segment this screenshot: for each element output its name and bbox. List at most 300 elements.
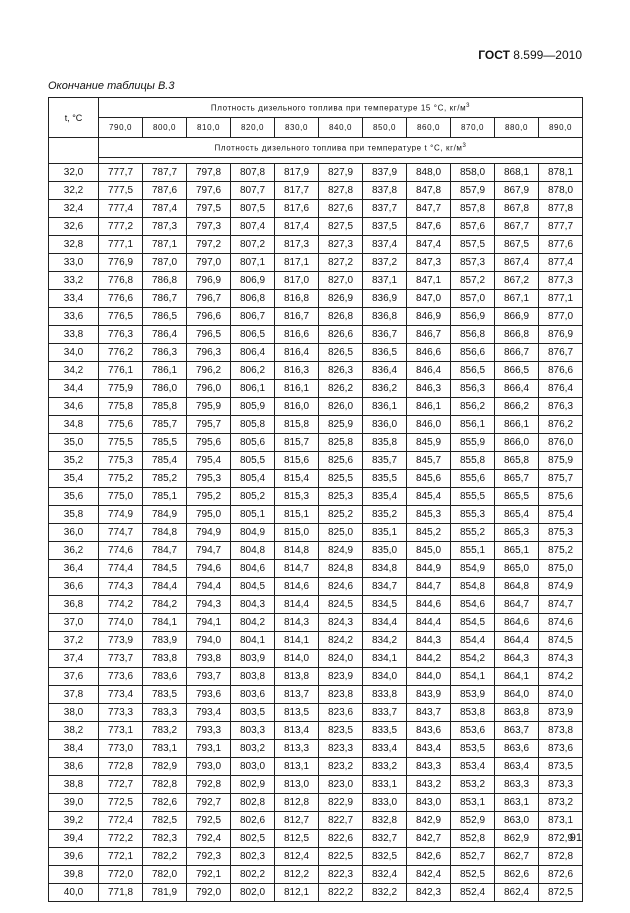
density-cell: 824,5 [319,596,363,614]
density-cell: 803,0 [231,758,275,776]
density-cell: 853,2 [451,776,495,794]
density-cell: 782,9 [143,758,187,776]
density-cell: 775,5 [99,434,143,452]
density-cell: 785,8 [143,398,187,416]
density-cell: 816,1 [275,380,319,398]
density-cell: 803,6 [231,686,275,704]
t-column-header: t, °C [49,98,99,138]
density-cell: 863,4 [495,758,539,776]
density-cell: 857,8 [451,200,495,218]
density-cell: 806,7 [231,308,275,326]
density-cell: 804,5 [231,578,275,596]
top-header: Плотность дизельного топлива при температуре 15 °С, $кг/м^3$ [99,98,583,118]
density-cell: 792,7 [187,794,231,812]
density-cell: 874,3 [539,650,583,668]
density-cell: 834,4 [363,614,407,632]
table-row [49,740,583,758]
density-cell: 776,9 [99,254,143,272]
density-cell: 847,8 [407,182,451,200]
table-row [49,650,583,668]
density-cell: 833,0 [363,794,407,812]
density-cell: 853,5 [451,740,495,758]
density-cell: 874,7 [539,596,583,614]
density-cell: 835,2 [363,506,407,524]
density-cell: 826,3 [319,362,363,380]
density-cell: 805,8 [231,416,275,434]
density-cell: 813,4 [275,722,319,740]
density-cell: 837,2 [363,254,407,272]
table-row [49,704,583,722]
density-cell: 847,4 [407,236,451,254]
table-row [49,488,583,506]
density-cell: 844,9 [407,560,451,578]
density-cell: 805,1 [231,506,275,524]
density-cell: 832,7 [363,830,407,848]
density-cell: 784,7 [143,542,187,560]
density-cell: 863,6 [495,740,539,758]
density-cell: 837,1 [363,272,407,290]
density-cell: 866,2 [495,398,539,416]
density-cell: 792,4 [187,830,231,848]
density-cell: 826,5 [319,344,363,362]
empty-corner-cell [49,138,99,158]
table-row [49,776,583,794]
density-cell: 806,2 [231,362,275,380]
density-cell: 824,0 [319,650,363,668]
density-cell: 796,9 [187,272,231,290]
density-cell: 857,5 [451,236,495,254]
density-cell: 793,0 [187,758,231,776]
density-cell: 814,0 [275,650,319,668]
density-cell: 777,7 [99,164,143,182]
density-cell: 827,6 [319,200,363,218]
standard-number: 8.599—2010 [513,48,582,62]
temperature-cell: 32,6 [49,218,99,236]
density-cell: 814,7 [275,560,319,578]
density-cell: 856,5 [451,362,495,380]
table-row [49,344,583,362]
table-row [49,794,583,812]
density-column-header: 830,0 [275,118,319,138]
density-cell: 827,8 [319,182,363,200]
density-cell: 876,6 [539,362,583,380]
density-cell: 786,7 [143,290,187,308]
density-cell: 817,1 [275,254,319,272]
document-header [478,48,582,62]
density-cell: 804,9 [231,524,275,542]
density-cell: 806,8 [231,290,275,308]
density-cell: 833,1 [363,776,407,794]
table-row [49,254,583,272]
density-cell: 807,2 [231,236,275,254]
density-cell: 875,2 [539,542,583,560]
density-cell: 853,9 [451,686,495,704]
temperature-cell: 39,2 [49,812,99,830]
density-cell: 773,9 [99,632,143,650]
density-cell: 867,4 [495,254,539,272]
table-row [49,686,583,704]
density-cell: 832,8 [363,812,407,830]
table-row [49,866,583,884]
density-cell: 782,0 [143,866,187,884]
density-cell: 846,9 [407,308,451,326]
density-cell: 802,3 [231,848,275,866]
density-cell: 877,0 [539,308,583,326]
density-cell: 775,6 [99,416,143,434]
density-cell: 867,5 [495,236,539,254]
density-cell: 854,2 [451,650,495,668]
density-cell: 783,5 [143,686,187,704]
density-cell: 875,3 [539,524,583,542]
density-cell: 797,2 [187,236,231,254]
density-cell: 773,7 [99,650,143,668]
density-cell: 836,7 [363,326,407,344]
table-row [49,884,583,902]
density-cell: 873,5 [539,758,583,776]
density-cell: 865,3 [495,524,539,542]
density-cell: 802,9 [231,776,275,794]
density-cell: 864,7 [495,596,539,614]
density-cell: 876,0 [539,434,583,452]
density-cell: 874,6 [539,614,583,632]
table-row [49,812,583,830]
density-cell: 834,5 [363,596,407,614]
density-cell: 843,9 [407,686,451,704]
density-cell: 816,3 [275,362,319,380]
density-cell: 824,3 [319,614,363,632]
density-cell: 837,7 [363,200,407,218]
table-row [49,722,583,740]
density-cell: 837,8 [363,182,407,200]
table-row [49,182,583,200]
density-cell: 834,0 [363,668,407,686]
density-cell: 842,3 [407,884,451,902]
density-cell: 873,8 [539,722,583,740]
table-body [49,164,583,902]
density-cell: 813,8 [275,668,319,686]
density-cell: 795,0 [187,506,231,524]
density-cell: 835,8 [363,434,407,452]
density-cell: 867,2 [495,272,539,290]
table-row [49,236,583,254]
density-cell: 845,6 [407,470,451,488]
density-cell: 772,0 [99,866,143,884]
density-cell: 855,8 [451,452,495,470]
density-cell: 777,5 [99,182,143,200]
density-cell: 812,7 [275,812,319,830]
density-cell: 776,8 [99,272,143,290]
density-cell: 847,6 [407,218,451,236]
density-cell: 825,6 [319,452,363,470]
density-cell: 802,8 [231,794,275,812]
density-cell: 813,1 [275,758,319,776]
table-row [49,560,583,578]
density-cell: 794,7 [187,542,231,560]
density-cell: 777,2 [99,218,143,236]
density-cell: 793,4 [187,704,231,722]
density-cell: 776,1 [99,362,143,380]
table-row [49,308,583,326]
density-cell: 785,7 [143,416,187,434]
density-cell: 833,7 [363,704,407,722]
density-cell: 832,4 [363,866,407,884]
density-cell: 812,1 [275,884,319,902]
density-cell: 812,2 [275,866,319,884]
density-cell: 876,3 [539,398,583,416]
temperature-cell: 32,2 [49,182,99,200]
density-cell: 786,3 [143,344,187,362]
density-cell: 856,2 [451,398,495,416]
density-cell: 827,9 [319,164,363,182]
temperature-cell: 34,8 [49,416,99,434]
table-row [49,668,583,686]
density-cell: 787,6 [143,182,187,200]
density-cell: 846,1 [407,398,451,416]
temperature-cell: 34,4 [49,380,99,398]
temperature-cell: 36,4 [49,560,99,578]
density-cell: 867,8 [495,200,539,218]
density-cell: 837,5 [363,218,407,236]
density-cell: 774,9 [99,506,143,524]
density-cell: 843,0 [407,794,451,812]
density-cell: 812,4 [275,848,319,866]
density-cell: 793,3 [187,722,231,740]
density-cell: 844,3 [407,632,451,650]
density-cell: 774,4 [99,560,143,578]
density-cell: 836,2 [363,380,407,398]
density-cell: 785,1 [143,488,187,506]
density-cell: 806,9 [231,272,275,290]
density-cell: 845,0 [407,542,451,560]
temperature-cell: 33,0 [49,254,99,272]
density-cell: 837,4 [363,236,407,254]
temperature-cell: 35,2 [49,452,99,470]
density-cell: 812,8 [275,794,319,812]
density-cell: 797,6 [187,182,231,200]
density-cell: 817,4 [275,218,319,236]
density-cell: 807,1 [231,254,275,272]
table-row [49,758,583,776]
density-cell: 875,7 [539,470,583,488]
density-cell: 866,0 [495,434,539,452]
density-cell: 835,5 [363,470,407,488]
density-cell: 793,1 [187,740,231,758]
density-cell: 874,2 [539,668,583,686]
density-cell: 797,5 [187,200,231,218]
temperature-cell: 37,8 [49,686,99,704]
density-cell: 855,9 [451,434,495,452]
table-row [49,506,583,524]
density-cell: 773,6 [99,668,143,686]
table-row [49,218,583,236]
density-cell: 854,5 [451,614,495,632]
density-cell: 802,0 [231,884,275,902]
density-cell: 823,5 [319,722,363,740]
density-column-header: 790,0 [99,118,143,138]
density-cell: 786,5 [143,308,187,326]
density-column-header: 870,0 [451,118,495,138]
density-cell: 787,4 [143,200,187,218]
density-cell: 803,3 [231,722,275,740]
density-cell: 865,5 [495,488,539,506]
density-cell: 855,5 [451,488,495,506]
density-cell: 815,8 [275,416,319,434]
density-cell: 873,9 [539,704,583,722]
density-cell: 793,8 [187,650,231,668]
temperature-cell: 32,4 [49,200,99,218]
density-cell: 803,8 [231,668,275,686]
density-cell: 813,7 [275,686,319,704]
density-cell: 817,9 [275,164,319,182]
density-cell: 773,0 [99,740,143,758]
temperature-cell: 36,2 [49,542,99,560]
density-cell: 814,1 [275,632,319,650]
density-cell: 877,1 [539,290,583,308]
temperature-cell: 33,2 [49,272,99,290]
density-cell: 855,2 [451,524,495,542]
table-row [49,848,583,866]
density-cell: 873,1 [539,812,583,830]
density-cell: 836,4 [363,362,407,380]
density-cell: 813,0 [275,776,319,794]
density-cell: 784,4 [143,578,187,596]
density-cell: 786,1 [143,362,187,380]
density-cell: 802,6 [231,812,275,830]
temperature-cell: 35,0 [49,434,99,452]
density-cell: 777,4 [99,200,143,218]
density-column-header: 860,0 [407,118,451,138]
density-cell: 835,1 [363,524,407,542]
density-cell: 795,4 [187,452,231,470]
density-cell: 822,7 [319,812,363,830]
density-cell: 833,4 [363,740,407,758]
density-cell: 794,3 [187,596,231,614]
table-row [49,830,583,848]
temperature-cell: 38,4 [49,740,99,758]
density-cell: 794,4 [187,578,231,596]
temperature-cell: 33,8 [49,326,99,344]
density-cell: 863,1 [495,794,539,812]
temperature-cell: 36,6 [49,578,99,596]
density-cell: 825,8 [319,434,363,452]
density-cell: 774,2 [99,596,143,614]
density-cell: 784,2 [143,596,187,614]
density-cell: 816,7 [275,308,319,326]
density-cell: 872,6 [539,866,583,884]
density-column-header: 850,0 [363,118,407,138]
density-cell: 822,6 [319,830,363,848]
density-cell: 844,4 [407,614,451,632]
density-cell: 842,4 [407,866,451,884]
density-cell: 872,9 [539,830,583,848]
density-cell: 872,8 [539,848,583,866]
density-cell: 771,8 [99,884,143,902]
density-cell: 836,5 [363,344,407,362]
density-cell: 785,2 [143,470,187,488]
table-row [49,596,583,614]
density-cell: 817,0 [275,272,319,290]
temperature-cell: 37,4 [49,650,99,668]
density-cell: 786,4 [143,326,187,344]
density-cell: 814,6 [275,578,319,596]
temperature-cell: 35,8 [49,506,99,524]
density-cell: 847,3 [407,254,451,272]
density-cell: 865,1 [495,542,539,560]
density-cell: 774,0 [99,614,143,632]
density-cell: 874,5 [539,632,583,650]
density-cell: 873,2 [539,794,583,812]
density-cell: 857,3 [451,254,495,272]
table-row [49,164,583,182]
density-cell: 824,8 [319,560,363,578]
density-cell: 853,4 [451,758,495,776]
density-cell: 794,1 [187,614,231,632]
density-cell: 826,8 [319,308,363,326]
table-row [49,380,583,398]
density-cell: 854,6 [451,596,495,614]
density-cell: 815,0 [275,524,319,542]
density-cell: 852,5 [451,866,495,884]
density-cell: 877,7 [539,218,583,236]
density-cell: 815,4 [275,470,319,488]
density-cell: 827,3 [319,236,363,254]
density-cell: 867,9 [495,182,539,200]
density-cell: 856,8 [451,326,495,344]
density-cell: 782,2 [143,848,187,866]
temperature-cell: 39,6 [49,848,99,866]
density-cell: 784,5 [143,560,187,578]
standard-label: ГОСТ [478,48,510,62]
density-cell: 853,8 [451,704,495,722]
temperature-cell: 36,0 [49,524,99,542]
density-cell: 847,1 [407,272,451,290]
density-cell: 862,9 [495,830,539,848]
table-row [49,632,583,650]
density-cell: 864,3 [495,650,539,668]
density-cell: 797,8 [187,164,231,182]
density-cell: 845,2 [407,524,451,542]
density-cell: 805,6 [231,434,275,452]
table-row [49,542,583,560]
density-cell: 867,7 [495,218,539,236]
density-cell: 786,0 [143,380,187,398]
density-cell: 844,2 [407,650,451,668]
temperature-cell: 32,0 [49,164,99,182]
density-cell: 782,8 [143,776,187,794]
density-cell: 845,9 [407,434,451,452]
density-cell: 783,2 [143,722,187,740]
density-cell: 865,8 [495,452,539,470]
density-cell: 794,6 [187,560,231,578]
density-cell: 852,9 [451,812,495,830]
density-cell: 795,6 [187,434,231,452]
density-cell: 846,4 [407,362,451,380]
density-cell: 874,0 [539,686,583,704]
density-cell: 802,5 [231,830,275,848]
density-column-header: 840,0 [319,118,363,138]
density-cell: 797,0 [187,254,231,272]
temperature-cell: 37,0 [49,614,99,632]
density-cell: 826,2 [319,380,363,398]
density-cell: 783,9 [143,632,187,650]
density-cell: 854,9 [451,560,495,578]
density-cell: 844,0 [407,668,451,686]
density-cell: 807,7 [231,182,275,200]
density-cell: 824,6 [319,578,363,596]
density-cell: 817,3 [275,236,319,254]
temperature-cell: 33,4 [49,290,99,308]
density-cell: 823,8 [319,686,363,704]
